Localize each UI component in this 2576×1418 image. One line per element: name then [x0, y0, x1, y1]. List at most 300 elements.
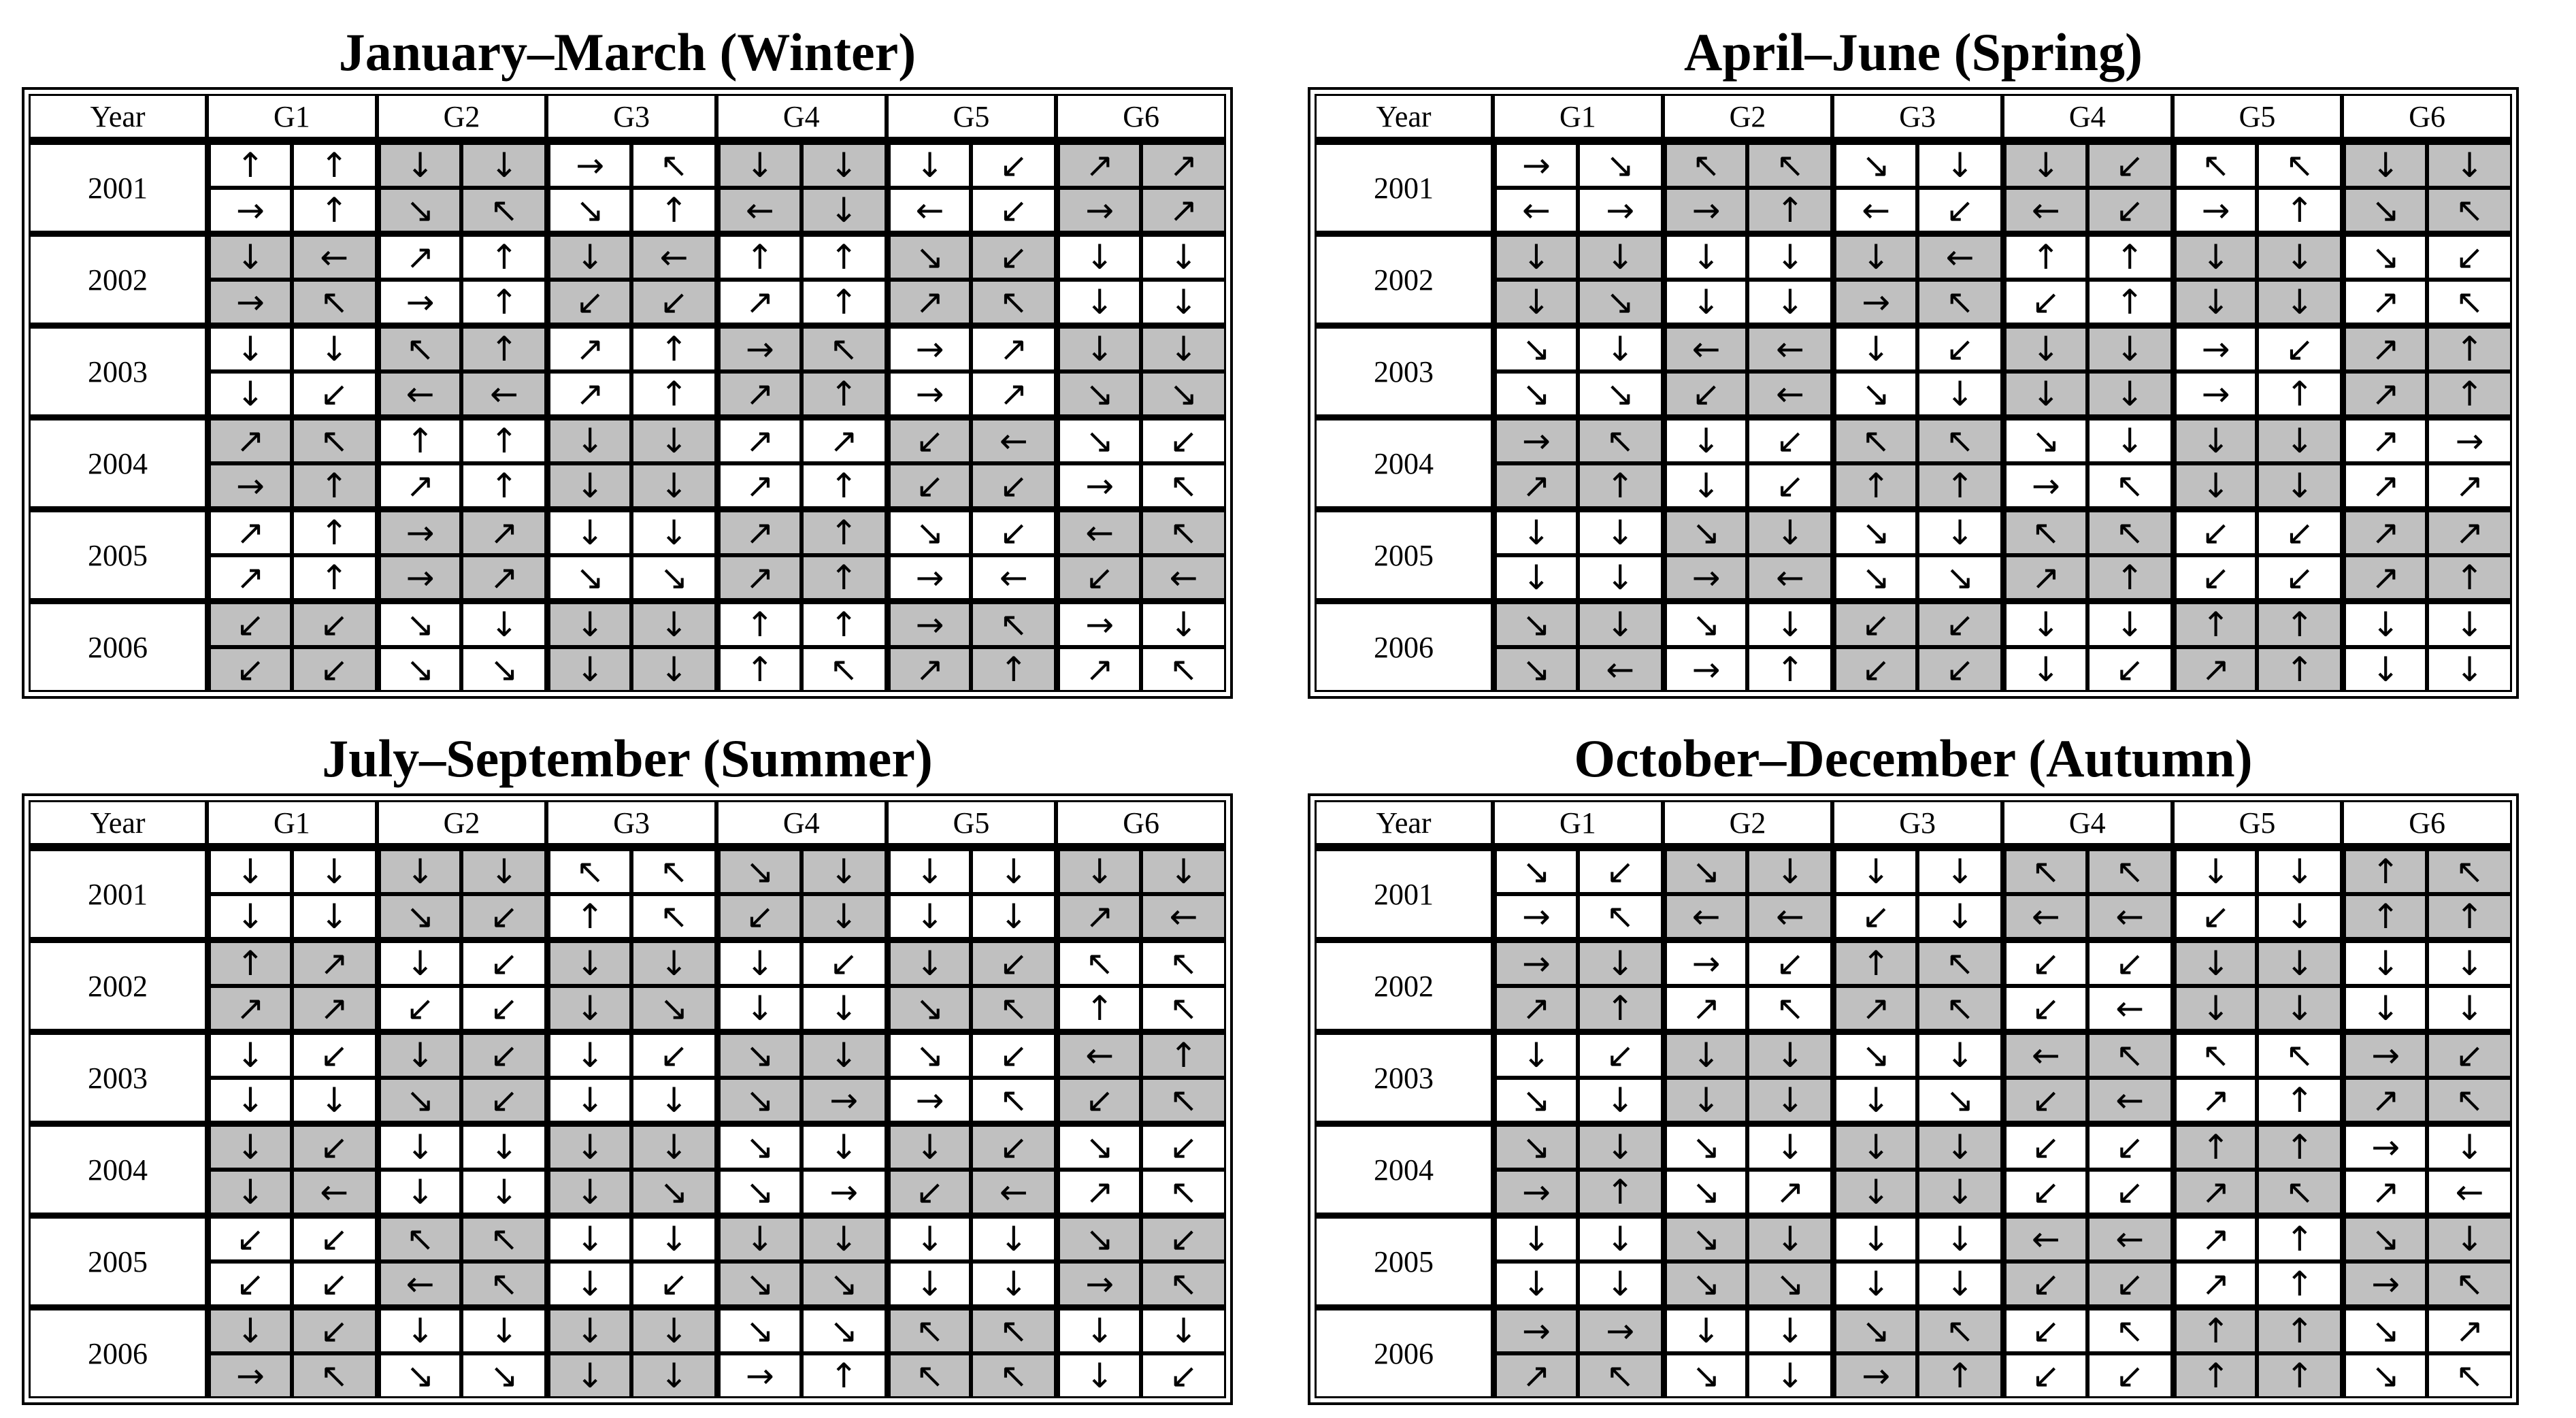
arrow-cell: ↓	[1578, 1078, 1663, 1123]
arrow-cell: ↑	[971, 647, 1056, 692]
arrow-cell: ←	[971, 416, 1056, 463]
arrow-cell: →	[716, 1353, 802, 1398]
arrow-cell: ↓	[1917, 847, 2002, 894]
arrow-cell: ↙	[461, 1031, 546, 1078]
panel-title: October–December (Autumn)	[1574, 729, 2253, 788]
arrow-cell: ↘	[377, 1078, 462, 1123]
year-cell: 2001	[29, 141, 207, 233]
arrow-cell: →	[1493, 939, 1578, 986]
arrow-cell: ←	[2002, 1031, 2087, 1078]
arrow-cell: ↗	[2342, 325, 2427, 372]
year-cell: 2001	[1315, 141, 1493, 233]
arrow-cell: ↙	[971, 233, 1056, 280]
arrow-cell: ↓	[1578, 233, 1663, 280]
arrow-cell: ↗	[2342, 1078, 2427, 1123]
arrow-cell: ↙	[1663, 372, 1748, 416]
arrow-cell: ↙	[1747, 939, 1832, 986]
arrow-cell: ↗	[2173, 1262, 2258, 1306]
arrow-cell: ↖	[1141, 1170, 1226, 1215]
arrow-cell: ↓	[2087, 416, 2173, 463]
arrow-cell: ↗	[1747, 1170, 1832, 1215]
arrow-cell: →	[1493, 416, 1578, 463]
arrow-cell: ↓	[1056, 1353, 1141, 1398]
arrow-cell: ↘	[1832, 508, 1917, 555]
arrow-cell: ↗	[2342, 508, 2427, 555]
arrow-cell: →	[716, 325, 802, 372]
group-header: G1	[207, 800, 377, 847]
arrow-cell: ↙	[1141, 1215, 1226, 1262]
arrow-cell: ↓	[1493, 233, 1578, 280]
arrow-cell: ↓	[461, 141, 546, 188]
arrow-cell: →	[2002, 463, 2087, 508]
arrow-cell: →	[1493, 141, 1578, 188]
arrow-cell: ↓	[2427, 986, 2512, 1031]
arrow-cell: ↗	[1663, 986, 1748, 1031]
arrow-cell: ↗	[207, 986, 292, 1031]
arrow-cell: ↖	[802, 647, 887, 692]
arrow-cell: ↘	[1578, 372, 1663, 416]
arrow-cell: ↗	[207, 555, 292, 600]
arrow-cell: ↙	[1917, 647, 2002, 692]
arrow-cell: ↘	[1663, 1353, 1748, 1398]
arrow-cell: ↓	[377, 1306, 462, 1353]
group-header: G3	[546, 800, 716, 847]
group-header: G6	[2342, 94, 2512, 141]
arrow-cell: ↑	[2257, 1215, 2342, 1262]
arrow-cell: ↙	[292, 1123, 377, 1170]
year-cell: 2004	[1315, 416, 1493, 508]
arrow-cell: ↑	[2427, 372, 2512, 416]
arrow-cell: ↖	[377, 1215, 462, 1262]
arrow-cell: ↓	[207, 1123, 292, 1170]
arrow-cell: ←	[971, 555, 1056, 600]
arrow-cell: ↙	[2002, 280, 2087, 325]
arrow-cell: ↖	[1141, 463, 1226, 508]
arrow-cell: ←	[887, 188, 972, 233]
arrow-cell: ↗	[2342, 280, 2427, 325]
arrow-cell: ↖	[1141, 939, 1226, 986]
arrow-cell: ↘	[1056, 416, 1141, 463]
arrow-cell: ↘	[631, 1170, 716, 1215]
arrow-cell: ↙	[2173, 894, 2258, 939]
arrow-cell: →	[1663, 647, 1748, 692]
arrow-cell: ↓	[2342, 939, 2427, 986]
arrow-cell: ↗	[2427, 463, 2512, 508]
arrow-cell: →	[207, 463, 292, 508]
arrow-cell: ↓	[716, 1215, 802, 1262]
arrow-cell: ↓	[1747, 1306, 1832, 1353]
arrow-cell: ↖	[1832, 416, 1917, 463]
year-cell: 2003	[1315, 1031, 1493, 1123]
arrow-cell: ↖	[802, 325, 887, 372]
year-cell: 2002	[1315, 939, 1493, 1031]
arrow-cell: ↙	[292, 372, 377, 416]
arrow-cell: ↙	[971, 1123, 1056, 1170]
arrow-cell: ↙	[207, 1215, 292, 1262]
arrow-cell: ↓	[461, 1306, 546, 1353]
arrow-cell: ↓	[2427, 647, 2512, 692]
arrow-cell: ↓	[546, 233, 631, 280]
arrow-cell: ↓	[2427, 600, 2512, 647]
group-header: G6	[1056, 94, 1226, 141]
arrow-table	[1315, 94, 2512, 692]
arrow-cell: ↙	[2087, 1123, 2173, 1170]
arrow-cell: ↙	[207, 1262, 292, 1306]
arrow-cell: ←	[1917, 233, 2002, 280]
arrow-cell: ↓	[377, 1123, 462, 1170]
arrow-cell: ↓	[546, 1215, 631, 1262]
arrow-cell: ↘	[887, 1031, 972, 1078]
arrow-cell: ↖	[2173, 1031, 2258, 1078]
arrow-cell: ↘	[1832, 1306, 1917, 1353]
arrow-cell: ↘	[1663, 508, 1748, 555]
arrow-cell: ↑	[292, 463, 377, 508]
arrow-cell: →	[207, 1353, 292, 1398]
arrow-cell: →	[2342, 1123, 2427, 1170]
arrow-cell: ↖	[631, 894, 716, 939]
arrow-cell: ↘	[716, 1031, 802, 1078]
arrow-cell: ↘	[1663, 1262, 1748, 1306]
group-header: G4	[716, 800, 887, 847]
arrow-cell: ↗	[1493, 986, 1578, 1031]
arrow-cell: ↙	[2257, 325, 2342, 372]
arrow-cell: ↑	[802, 1353, 887, 1398]
arrow-cell: ↓	[1832, 1078, 1917, 1123]
panel-autumn	[1308, 728, 2519, 1405]
arrow-cell: →	[1493, 894, 1578, 939]
arrow-cell: ↗	[2173, 1078, 2258, 1123]
arrow-cell: ↓	[971, 847, 1056, 894]
arrow-cell: ↖	[887, 1306, 972, 1353]
arrow-cell: ↗	[716, 555, 802, 600]
group-header: G4	[2002, 94, 2173, 141]
arrow-cell: ↙	[461, 986, 546, 1031]
arrow-cell: ↑	[292, 188, 377, 233]
arrow-cell: ↓	[2173, 280, 2258, 325]
arrow-cell: ↗	[207, 508, 292, 555]
arrow-cell: ↙	[971, 1031, 1056, 1078]
arrow-cell: ↘	[1493, 647, 1578, 692]
arrow-cell: ↙	[2257, 508, 2342, 555]
arrow-cell: ←	[2087, 894, 2173, 939]
arrow-cell: ↓	[2342, 141, 2427, 188]
arrow-cell: ↖	[971, 1353, 1056, 1398]
arrow-cell: ↙	[2087, 1170, 2173, 1215]
arrow-cell: ↖	[1917, 416, 2002, 463]
arrow-cell: ↗	[377, 233, 462, 280]
arrow-cell: ↙	[2087, 1353, 2173, 1398]
group-header: G3	[1832, 94, 2002, 141]
arrow-cell: ↓	[1832, 1170, 1917, 1215]
arrow-cell: ↓	[207, 1306, 292, 1353]
arrow-cell: ↓	[207, 372, 292, 416]
arrow-cell: →	[887, 600, 972, 647]
arrow-cell: ↓	[631, 416, 716, 463]
arrow-cell: ↓	[1663, 1031, 1748, 1078]
arrow-cell: ↓	[1493, 1262, 1578, 1306]
arrow-cell: ↓	[2002, 647, 2087, 692]
arrow-cell: ↗	[1493, 1353, 1578, 1398]
arrow-cell: →	[1663, 555, 1748, 600]
year-cell: 2005	[29, 1215, 207, 1306]
arrow-cell: ↖	[1578, 416, 1663, 463]
arrow-cell: ↙	[207, 600, 292, 647]
arrow-cell: ↗	[1141, 188, 1226, 233]
arrow-cell: ←	[1578, 647, 1663, 692]
arrow-cell: ↙	[292, 647, 377, 692]
arrow-cell: ↙	[1832, 600, 1917, 647]
arrow-cell: ↑	[1917, 1353, 2002, 1398]
arrow-cell: ↘	[1832, 141, 1917, 188]
arrow-cell: ↙	[1832, 647, 1917, 692]
arrow-cell: ↓	[1747, 508, 1832, 555]
arrow-cell: ↘	[1493, 372, 1578, 416]
arrow-table	[29, 94, 1226, 692]
group-header: G5	[887, 94, 1057, 141]
arrow-cell: ↑	[1578, 463, 1663, 508]
arrow-cell: →	[2173, 188, 2258, 233]
arrow-cell: ↗	[2342, 372, 2427, 416]
arrow-cell: ↑	[461, 416, 546, 463]
panel-title: January–March (Winter)	[338, 22, 917, 82]
arrow-cell: ↖	[2427, 1353, 2512, 1398]
year-header: Year	[29, 94, 207, 141]
arrow-cell: ↙	[2002, 1078, 2087, 1123]
group-header: G4	[716, 94, 887, 141]
arrow-cell: ↑	[2257, 1123, 2342, 1170]
arrow-cell: ↗	[2002, 555, 2087, 600]
arrow-cell: ↓	[207, 325, 292, 372]
arrow-cell: ↖	[2087, 847, 2173, 894]
arrow-cell: ↓	[2173, 463, 2258, 508]
arrow-cell: ↗	[1493, 463, 1578, 508]
arrow-cell: ↑	[2173, 600, 2258, 647]
arrow-cell: ↘	[1056, 372, 1141, 416]
arrow-cell: ↓	[1493, 1215, 1578, 1262]
arrow-cell: ↓	[631, 647, 716, 692]
arrow-cell: ↓	[546, 416, 631, 463]
arrow-cell: ↖	[292, 416, 377, 463]
arrow-cell: ↓	[631, 1123, 716, 1170]
arrow-cell: ↑	[1917, 463, 2002, 508]
year-cell: 2006	[1315, 600, 1493, 692]
arrow-cell: ↓	[292, 325, 377, 372]
arrow-cell: ↓	[546, 1306, 631, 1353]
arrow-cell: ←	[1663, 894, 1748, 939]
arrow-cell: ↓	[2257, 939, 2342, 986]
arrow-cell: →	[377, 508, 462, 555]
arrow-cell: ↓	[377, 1031, 462, 1078]
arrow-cell: ↓	[2002, 325, 2087, 372]
arrow-cell: ←	[2087, 1215, 2173, 1262]
arrow-cell: ↑	[1747, 188, 1832, 233]
group-header: G5	[887, 800, 1057, 847]
arrow-cell: ↙	[2087, 188, 2173, 233]
arrow-cell: ↓	[887, 894, 972, 939]
arrow-cell: ↓	[546, 1031, 631, 1078]
arrow-cell: ↘	[2342, 233, 2427, 280]
arrow-cell: ↓	[887, 1262, 972, 1306]
arrow-cell: ↘	[1663, 1170, 1748, 1215]
arrow-cell: ↖	[887, 1353, 972, 1398]
arrow-cell: →	[1578, 1306, 1663, 1353]
group-header: G5	[2173, 94, 2343, 141]
arrow-cell: ↖	[461, 188, 546, 233]
arrow-cell: ↓	[377, 1170, 462, 1215]
arrow-cell: ↘	[716, 1306, 802, 1353]
arrow-cell: ↓	[971, 1262, 1056, 1306]
arrow-cell: ←	[1663, 325, 1748, 372]
arrow-cell: ↓	[1578, 600, 1663, 647]
arrow-cell: ↓	[1493, 508, 1578, 555]
arrow-cell: ↗	[887, 280, 972, 325]
arrow-cell: ↑	[2342, 894, 2427, 939]
arrow-cell: ↙	[2002, 1306, 2087, 1353]
arrow-cell: ↘	[1141, 372, 1226, 416]
arrow-cell: ↑	[2257, 1353, 2342, 1398]
arrow-cell: ↓	[1056, 1306, 1141, 1353]
group-header: G4	[2002, 800, 2173, 847]
arrow-cell: ↗	[716, 416, 802, 463]
arrow-cell: ↘	[1917, 1078, 2002, 1123]
arrow-cell: ↑	[802, 463, 887, 508]
arrow-cell: ↘	[716, 1262, 802, 1306]
arrow-table	[29, 800, 1226, 1398]
arrow-cell: ↑	[631, 372, 716, 416]
arrow-cell: ↙	[631, 280, 716, 325]
arrow-cell: ↙	[1747, 463, 1832, 508]
arrow-cell: ↑	[2087, 280, 2173, 325]
arrow-cell: ↓	[1747, 600, 1832, 647]
arrow-cell: ↓	[1663, 1078, 1748, 1123]
arrow-cell: ↓	[1747, 1353, 1832, 1398]
arrow-cell: ↓	[292, 1078, 377, 1123]
arrow-cell: ←	[1747, 325, 1832, 372]
arrow-cell: ↑	[802, 508, 887, 555]
arrow-cell: ←	[2427, 1170, 2512, 1215]
arrow-cell: ↑	[2257, 188, 2342, 233]
arrow-cell: ↘	[377, 188, 462, 233]
arrow-cell: ↑	[461, 463, 546, 508]
arrow-cell: ↓	[1141, 847, 1226, 894]
arrow-cell: ↖	[2257, 141, 2342, 188]
arrow-cell: →	[1493, 1170, 1578, 1215]
arrow-cell: ↖	[461, 1215, 546, 1262]
arrow-cell: ←	[292, 1170, 377, 1215]
arrow-cell: ←	[461, 372, 546, 416]
arrow-cell: ↗	[2173, 1215, 2258, 1262]
arrow-cell: ↑	[207, 939, 292, 986]
arrow-cell: ↓	[716, 141, 802, 188]
arrow-cell: ↙	[2427, 233, 2512, 280]
arrow-cell: ↓	[207, 894, 292, 939]
arrow-cell: →	[887, 325, 972, 372]
arrow-cell: ←	[716, 188, 802, 233]
arrow-cell: ↓	[631, 600, 716, 647]
arrow-cell: →	[1663, 188, 1748, 233]
arrow-cell: ↙	[292, 1262, 377, 1306]
arrow-cell: ←	[292, 233, 377, 280]
arrow-cell: →	[1056, 463, 1141, 508]
arrow-cell: ↘	[631, 555, 716, 600]
arrow-cell: ↘	[887, 233, 972, 280]
arrow-cell: ↓	[2342, 647, 2427, 692]
arrow-cell: ↖	[2427, 847, 2512, 894]
arrow-cell: ↓	[887, 847, 972, 894]
arrow-cell: ↓	[2173, 986, 2258, 1031]
arrow-cell: ↙	[1056, 555, 1141, 600]
arrow-cell: ↖	[1141, 508, 1226, 555]
arrow-cell: ↖	[2427, 1262, 2512, 1306]
arrow-cell: ↖	[1747, 986, 1832, 1031]
arrow-cell: ↑	[1578, 1170, 1663, 1215]
arrow-cell: ↓	[802, 847, 887, 894]
arrow-cell: ↓	[1493, 1031, 1578, 1078]
arrow-cell: ↘	[1056, 1123, 1141, 1170]
arrow-cell: ↓	[971, 1215, 1056, 1262]
arrow-cell: ↗	[2342, 1170, 2427, 1215]
arrow-cell: →	[2342, 1031, 2427, 1078]
arrow-cell: ↙	[1578, 847, 1663, 894]
arrow-cell: ↓	[461, 1123, 546, 1170]
arrow-cell: ↙	[546, 280, 631, 325]
arrow-cell: ↓	[2087, 372, 2173, 416]
arrow-cell: ↓	[631, 939, 716, 986]
arrow-cell: ↘	[461, 647, 546, 692]
arrow-cell: ↑	[292, 555, 377, 600]
arrow-cell: ↗	[2342, 463, 2427, 508]
arrow-cell: ↘	[1663, 1215, 1748, 1262]
arrow-cell: →	[887, 372, 972, 416]
arrow-cell: ↙	[1747, 416, 1832, 463]
arrow-cell: ↙	[971, 508, 1056, 555]
arrow-cell: ↓	[1917, 141, 2002, 188]
arrow-cell: →	[377, 280, 462, 325]
arrow-cell: ↓	[887, 939, 972, 986]
group-header: G3	[1832, 800, 2002, 847]
arrow-cell: ↓	[1917, 1215, 2002, 1262]
arrow-cell: ↖	[292, 280, 377, 325]
arrow-cell: ↓	[2173, 939, 2258, 986]
arrow-cell: ↙	[2257, 555, 2342, 600]
arrow-cell: ↓	[2257, 894, 2342, 939]
arrow-cell: ↑	[2257, 600, 2342, 647]
arrow-cell: ↑	[2257, 647, 2342, 692]
arrow-cell: →	[1832, 280, 1917, 325]
year-cell: 2002	[29, 233, 207, 325]
arrow-cell: ↙	[887, 463, 972, 508]
arrow-cell: ↓	[2342, 986, 2427, 1031]
arrow-cell: ←	[2002, 188, 2087, 233]
arrow-cell: ↙	[887, 1170, 972, 1215]
arrow-cell: ↑	[377, 416, 462, 463]
arrow-cell: ↘	[2342, 188, 2427, 233]
arrow-cell: ↙	[2427, 1031, 2512, 1078]
year-cell: 2004	[29, 416, 207, 508]
arrow-cell: ↓	[1747, 1031, 1832, 1078]
arrow-cell: ↑	[292, 508, 377, 555]
arrow-cell: ↘	[1056, 1215, 1141, 1262]
arrow-cell: ↘	[546, 555, 631, 600]
arrow-cell: ↓	[2002, 600, 2087, 647]
arrow-cell: ↙	[1056, 1078, 1141, 1123]
arrow-cell: →	[1832, 1353, 1917, 1398]
arrow-cell: ↗	[1056, 1170, 1141, 1215]
arrow-cell: ↓	[1832, 1123, 1917, 1170]
arrow-cell: ↓	[2173, 416, 2258, 463]
arrow-cell: ↙	[2173, 555, 2258, 600]
year-header: Year	[1315, 800, 1493, 847]
